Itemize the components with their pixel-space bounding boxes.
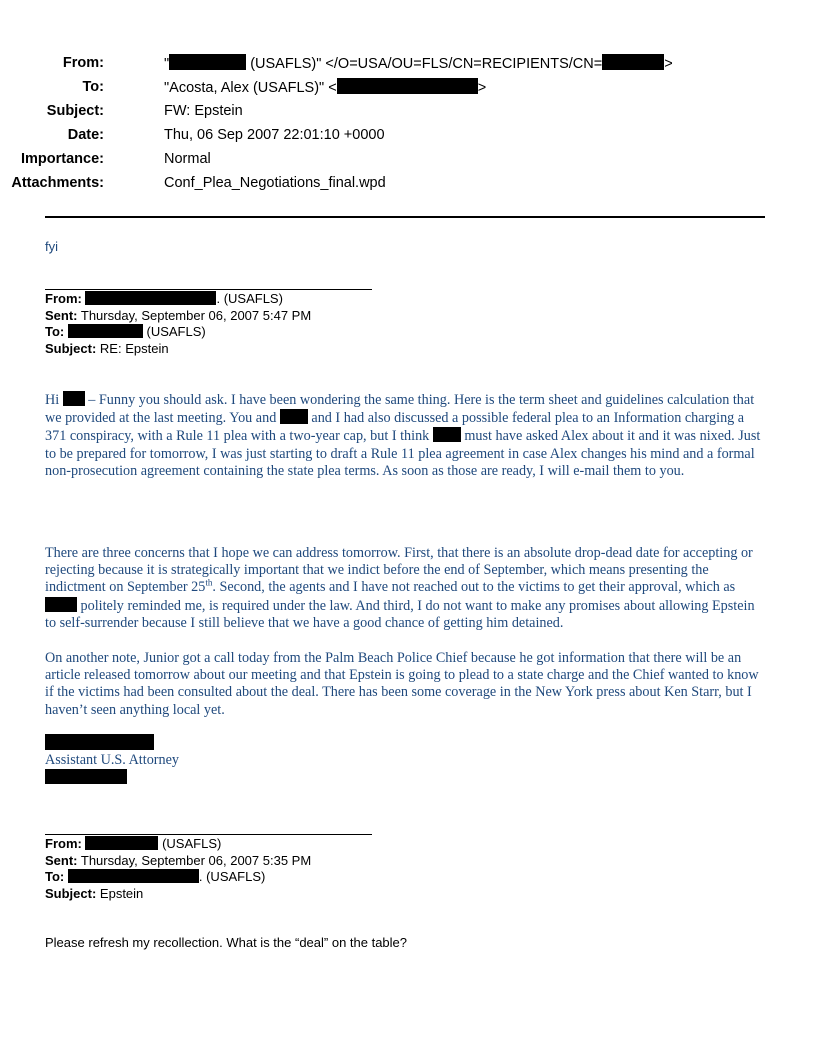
message2-sent: Sent: Thursday, September 06, 2007 5:35 PM xyxy=(45,852,312,868)
redaction xyxy=(68,324,143,338)
redaction xyxy=(433,427,461,442)
header-from-quote: " xyxy=(164,56,170,72)
header-from-close: > xyxy=(664,56,673,72)
message1-header xyxy=(45,291,311,357)
signature-title: Assistant U.S. Attorney xyxy=(45,752,179,768)
redaction xyxy=(85,836,158,850)
redaction xyxy=(63,391,85,406)
header-attachments-label: Attachments: xyxy=(11,175,104,191)
attachment-link[interactable]: Conf_Plea_Negotiations_final.wpd xyxy=(164,175,386,191)
message-divider xyxy=(45,834,372,835)
redaction xyxy=(45,734,154,750)
body-paragraph-3: On another note, Junior got a call today from the Palm Beach Police Chief because he got information that there will be an article released tomorrow about our meeting and that Epstein is going to plead to a state charge and the Chief wanted to know if the victims had been consulted about the deal. There has been some coverage in the New York press about Ken Starr, but I haven’t seen anything local yet. xyxy=(45,650,759,718)
message2-subject: Subject: Epstein xyxy=(45,885,144,901)
message-divider xyxy=(45,289,372,290)
header-to-close: > xyxy=(477,80,487,96)
redaction xyxy=(602,54,664,70)
redaction xyxy=(68,869,199,883)
message1-from: From: . (USAFLS) xyxy=(45,291,283,306)
message1-subject: Subject: RE: Epstein xyxy=(45,340,169,356)
header-to-value: "Acosta, Alex (USAFLS)" < xyxy=(164,80,337,96)
header-importance-value: Normal xyxy=(164,151,211,167)
message1-sent: Sent: Thursday, September 06, 2007 5:47 PM xyxy=(45,307,312,323)
header-date-label: Date: xyxy=(67,127,104,143)
header-importance-label: Importance: xyxy=(21,151,104,167)
redaction xyxy=(45,769,127,784)
header-subject-label: Subject: xyxy=(46,103,104,119)
message1-to: To: (USAFLS) xyxy=(45,324,206,339)
message2-from: From: (USAFLS) xyxy=(45,836,222,851)
header-date-value: Thu, 06 Sep 2007 22:01:10 +0000 xyxy=(164,127,385,143)
redaction xyxy=(169,54,246,70)
signature-block xyxy=(45,734,179,784)
redaction xyxy=(280,409,308,424)
header-subject-value: FW: Epstein xyxy=(164,103,243,119)
header-divider xyxy=(45,216,765,218)
message2-header xyxy=(45,836,311,902)
fyi-note: fyi xyxy=(45,239,58,254)
header-to-label: To: xyxy=(82,79,104,95)
body-paragraph-2: There are three concerns that I hope we can address tomorrow. First, that there is an absolute drop-dead date for accepting or rejecting because it is strategically important that we indict before the end of September, which means presenting the indictment on September 25th. Second, the agents and I have not reached out to the victims to get their approval, which as politely reminded me, is required under the law. And third, I do not want to make any promises about allowing Epstein to self-surrender because I still believe that we have a good chance of getting him detained. xyxy=(45,545,755,631)
message2-to: To: . (USAFLS) xyxy=(45,869,266,884)
redaction xyxy=(45,597,77,612)
body-paragraph-1: Hi – Funny you should ask. I have been wondering the same thing. Here is the term sheet and guidelines calculation that we provided at the last meeting. You and and I had also discussed a possible federal plea to an Information charging a 371 conspiracy, with a Rule 11 plea with a two-year cap, but I think must have asked Alex about it and it was nixed. Just to be prepared for tomorrow, I was just starting to draft a Rule 11 plea agreement in case Alex changes his mind and a formal non-prosecution agreement containing the state plea terms. As soon as those are ready, I will e-mail them to you. xyxy=(45,392,761,479)
redaction xyxy=(85,291,216,305)
redaction xyxy=(337,78,478,94)
header-from-label: From: xyxy=(62,55,104,71)
header-from-value: (USAFLS)" </O=USA/OU=FLS/CN=RECIPIENTS/CN= xyxy=(250,56,603,72)
final-message: Please refresh my recollection. What is the “deal” on the table? xyxy=(45,935,408,950)
